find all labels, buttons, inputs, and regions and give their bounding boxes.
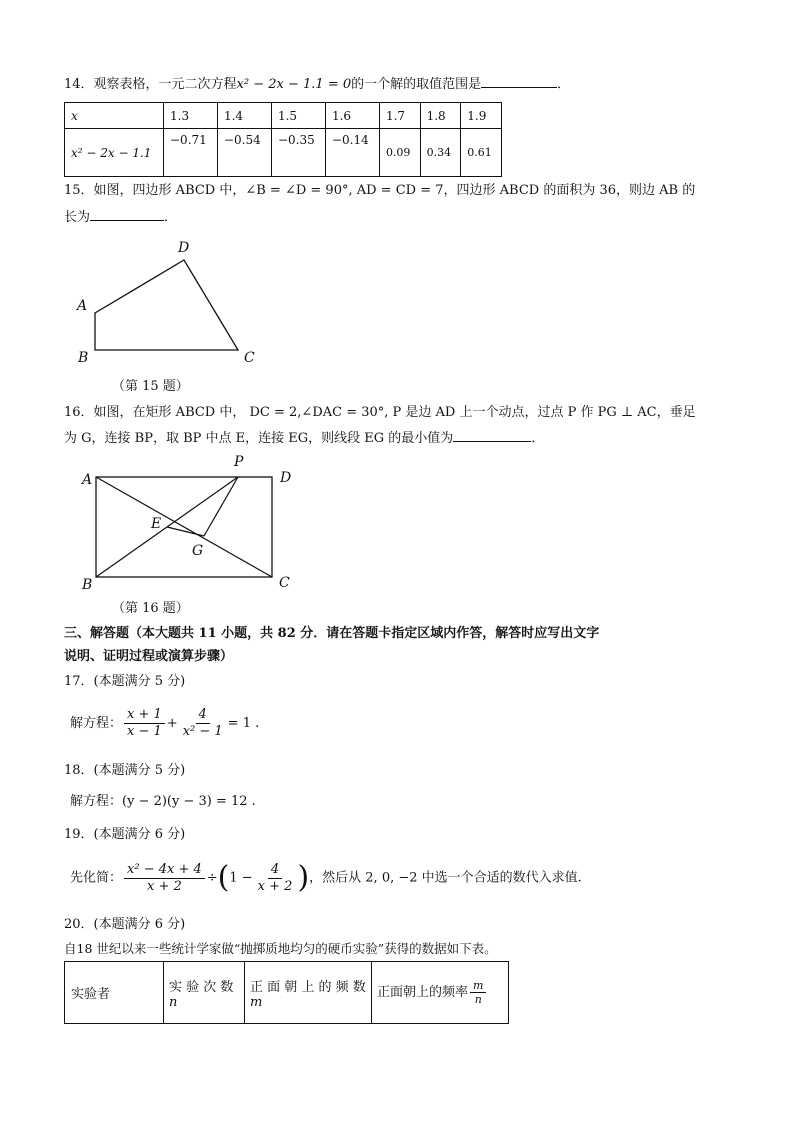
q14-cell: 1.8	[420, 103, 461, 129]
q14-cell: 1.6	[325, 103, 379, 129]
q14-cell: 0.61	[461, 129, 502, 177]
q15-label-b: B	[78, 350, 89, 366]
q14-cell: −0.35	[271, 129, 325, 177]
q15-answer-blank	[90, 207, 164, 221]
q15-label-c: C	[244, 350, 255, 366]
q17-equation: 解方程： $\frac{x + 1}{x - 1}$ + $\frac{4}{\text{x² − 1}}$ = 1 .	[70, 707, 260, 739]
q20-col-heads-frequency: 正面朝上的频率 $\frac{m}{n}$	[372, 962, 509, 1024]
q14-cell: −0.54	[217, 129, 271, 177]
q16-label-e: E	[151, 516, 162, 532]
q15-quadrilateral	[95, 260, 238, 350]
q15-label-d: D	[178, 240, 190, 256]
q14-cell: 1.4	[217, 103, 271, 129]
q16-stem-line1: 16．如图，在矩形 ABCD 中， DC = 2,∠DAC = 30°, P 是边 AD 上一个动点，过点 P 作 PG ⊥ AC，垂足	[64, 405, 696, 420]
q14-cell: −0.14	[325, 129, 379, 177]
q14-table	[64, 102, 502, 177]
q15-figure	[70, 236, 270, 371]
q14-equation: x² − 2x − 1.1 = 0	[236, 77, 352, 92]
q16-segment-pg	[204, 477, 238, 536]
section3-heading-line2: 说明、证明过程或演算步骤）	[64, 649, 234, 664]
q20-col-heads-count: 正 面 朝 上 的 频 数 m	[245, 962, 372, 1024]
q19-expression: 先化简： $\frac{\text{x² − 4x + 4}}{x + 2}$ ÷(1 − $\frac{4}{x + 2}$ )，然后从 2, 0, −2 中选一个合适的数代入求值.	[70, 860, 582, 895]
q16-diagonal-ac	[96, 477, 272, 577]
q14-cell: 1.3	[164, 103, 218, 129]
q14-cell: 0.09	[379, 129, 420, 177]
q17-fraction-1: $\frac{x + 1}{x - 1}$	[124, 707, 165, 740]
q14-row-label: x² − 2x − 1.1	[65, 129, 164, 177]
q14-cell: 1.7	[379, 103, 420, 129]
q16-label-c: C	[279, 575, 290, 591]
q14-cell: −0.71	[164, 129, 218, 177]
q14-row-label: x	[65, 103, 164, 129]
q18-header: 18．(本题满分 5 分)	[64, 763, 186, 778]
q19-header: 19．(本题满分 6 分)	[64, 827, 186, 842]
q16-answer-blank	[453, 428, 531, 442]
q14-cell: 0.34	[420, 129, 461, 177]
q20-col-trials: 实 验 次 数 n	[164, 962, 245, 1024]
q18-equation: 解方程：(y − 2)(y − 3) = 12 .	[70, 794, 256, 809]
q14-row-value	[65, 129, 502, 177]
section3-heading-line1: 三、解答题（本大题共 11 小题，共 82 分．请在答题卡指定区域内作答，解答时应写出文字	[64, 626, 600, 641]
q16-figure	[74, 452, 304, 597]
q20-intro: 自18 世纪以来一些统计学家做“抛掷质地均匀的硬币实验”获得的数据如下表。	[64, 941, 497, 956]
q16-caption: （第 16 题）	[112, 601, 189, 616]
q16-label-b: B	[82, 577, 93, 593]
q15-stem-line2: 长为 ．	[64, 207, 177, 227]
q17-fraction-2: $\frac{4}{\text{x² − 1}}$	[182, 707, 223, 739]
q14-cell: 1.5	[271, 103, 325, 129]
q20-col-experimenter: 实验者	[65, 962, 164, 1024]
q15-label-a: A	[77, 298, 88, 314]
q16-stem-line2: 为 G，连接 BP，取 BP 中点 E，连接 EG，则线段 EG 的最小值为 ．	[64, 428, 544, 448]
q14-answer-blank	[481, 74, 557, 88]
q20-table	[64, 961, 509, 1024]
q20-header: 20．(本题满分 6 分)	[64, 917, 186, 932]
q16-label-d: D	[280, 470, 292, 486]
q14-stem: 14．观察表格，一元二次方程x² − 2x − 1.1 = 0的一个解的取值范围是 ．	[64, 74, 570, 94]
q14-cell: 1.9	[461, 103, 502, 129]
q16-label-g: G	[192, 543, 204, 559]
q16-label-p: P	[234, 454, 244, 470]
q19-fraction-1: $\frac{\text{x² − 4x + 4}}{x + 2}$	[124, 862, 205, 895]
q20-frequency-fraction: $\frac{m}{n}$	[470, 979, 486, 1006]
q15-caption: （第 15 题）	[112, 379, 189, 394]
q19-fraction-2: $\frac{4}{x + 2}$	[257, 861, 293, 894]
q16-label-a: A	[82, 472, 93, 488]
q17-header: 17．(本题满分 5 分)	[64, 674, 186, 689]
q14-row-x	[65, 103, 502, 129]
q15-stem-line1: 15．如图，四边形 ABCD 中，∠B = ∠D = 90°, AD = CD = 7，四边形 ABCD 的面积为 36，则边 AB 的	[64, 183, 696, 198]
q20-header-row	[65, 962, 509, 1024]
